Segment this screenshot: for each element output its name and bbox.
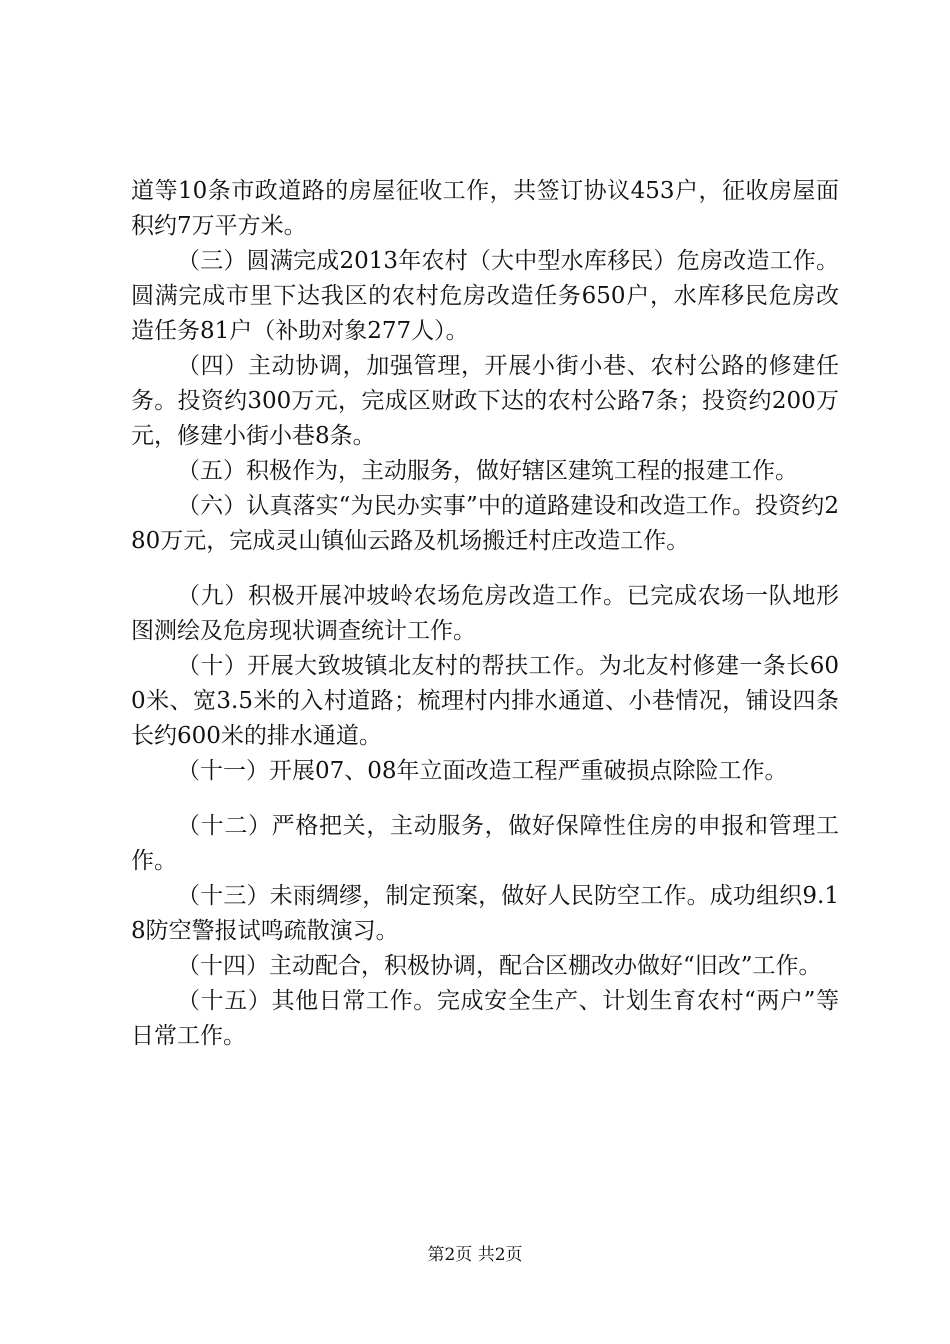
paragraph-item-3: （三）圆满完成2013年农村（大中型水库移民）危房改造工作。圆满完成市里下达我区的农村危房改造任务650户，水库移民危房改造任务81户（补助对象277人）。 — [131, 248, 839, 344]
paragraph-item-6: （六）认真落实“为民办实事”中的道路建设和改造工作。投资约280万元，完成灵山镇仙云路及机场搬迁村庄改造工作。 — [131, 493, 839, 554]
paragraph-continuation: 道等10条市政道路的房屋征收工作，共签订协议453户，征收房屋面积约7万平方米。 — [131, 178, 839, 239]
page-number-footer: 第2页 共2页 — [427, 1245, 523, 1265]
paragraph-item-11: （十一）开展07、08年立面改造工程严重破损点除险工作。 — [177, 758, 788, 784]
paragraph-item-15: （十五）其他日常工作。完成安全生产、计划生育农村“两户”等日常工作。 — [131, 988, 839, 1049]
paragraph-item-5: （五）积极作为，主动服务，做好辖区建筑工程的报建工作。 — [177, 458, 798, 484]
paragraph-item-9: （九）积极开展冲坡岭农场危房改造工作。已完成农场一队地形图测绘及危房现状调查统计工作。 — [131, 583, 839, 644]
document-body — [131, 174, 839, 1054]
paragraph-item-14: （十四）主动配合，积极协调，配合区棚改办做好“旧改”工作。 — [177, 953, 822, 979]
paragraph-item-10: （十）开展大致坡镇北友村的帮扶工作。为北友村修建一条长600米、宽3.5米的入村道路；梳理村内排水通道、小巷情况，铺设四条长约600米的排水通道。 — [131, 653, 839, 749]
paragraph-item-13: （十三）未雨绸缪，制定预案，做好人民防空工作。成功组织9.18防空警报试鸣疏散演习。 — [131, 883, 839, 944]
paragraph-item-4: （四）主动协调，加强管理，开展小街小巷、农村公路的修建任务。投资约300万元，完成区财政下达的农村公路7条；投资约200万元，修建小街小巷8条。 — [131, 353, 839, 449]
paragraph-item-12: （十二）严格把关，主动服务，做好保障性住房的申报和管理工作。 — [131, 813, 839, 874]
